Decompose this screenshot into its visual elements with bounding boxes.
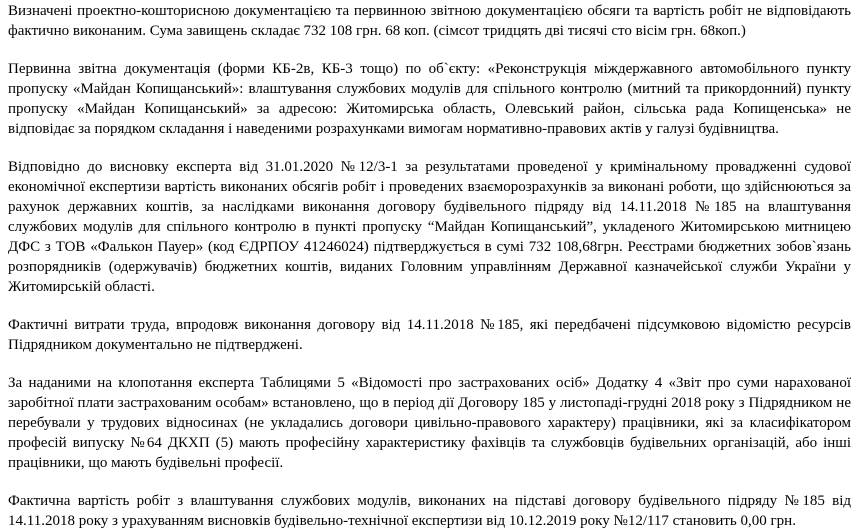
paragraph-insured-persons: За наданими на клопотання експерта Таблицями 5 «Відомості про застрахованих осіб» Додатку 4 «Звіт про суми нарахованої заробітної плати застрахованим особам» встановлено, що в період дії Договору 185 у листопаді-грудні 2018 року з Підрядником не перебували у трудових відносинах (не укладались договори цивільно-правового характеру) працівники, які за класифікатором професій випуску №64 ДКХП (5) мають професійну характеристику фахівців та службовців будівельних організацій, або інші працівники, що мають будівельні професії. (8, 375, 851, 471)
paragraph-actual-cost: Фактична вартість робіт з влаштування службових модулів, виконаних на підставі договору будівельного підряду №185 від 14.11.2018 року з урахуванням висновків будівельно-технічної експертизи від 10.12.2019 року №12/117 становить 0,00 грн. (8, 493, 851, 529)
paragraph-overstatement-summary: Визначені проектно-кошторисною документацією та первинною звітною документацією обсяги та вартість робіт не відповідають фактично виконаним. Сума завищень складає 732 108 грн. 68 коп. (сімсот тридцять дві тисячі сто вісім грн. 68коп.) (8, 3, 851, 39)
paragraph-primary-documentation: Первинна звітна документація (форми КБ-2в, КБ-3 тощо) по об`єкту: «Реконструкція міждержавного автомобільного пункту пропуску «Майдан Копищанський»: влаштування службових модулів для спільного контролю (митний та прикордонний) пункту пропуску «Майдан Копищанський» за адресою: Житомирська область, Олевський район, сільська рада Копищенська» не відповідає за порядком складання і наведеними розрахунками вимогам нормативно-правових актів у галузі будівництва. (8, 61, 851, 137)
paragraph-expert-conclusion: Відповідно до висновку експерта від 31.01.2020 №12/3-1 за результатами проведеної у кримінальному провадженні судової економічної експертизи вартість виконаних обсягів робіт і проведених взаєморозрахунків за виконані роботи, що здійснюються за рахунок державних коштів, за наслідками виконання договору будівельного підряду від 14.11.2018 №185 на влаштування службових модулів для спільного контролю в пункті пропуску “Майдан Копищанський”, укладеного Житомирською митницею ДФС з ТОВ «Фалькон Пауер» (код ЄДРПОУ 41246024) підтверджується в сумі 732 108,68грн. Реєстрами бюджетних зобов`язань розпорядників (одержувачів) бюджетних коштів, виданих Головним управлінням Державної казначейської служби України у Житомирській області. (8, 159, 851, 295)
paragraph-labor-costs: Фактичні витрати труда, впродовж виконання договору від 14.11.2018 №185, які передбачені підсумковою відомістю ресурсів Підрядником документально не підтверджені. (8, 317, 851, 353)
